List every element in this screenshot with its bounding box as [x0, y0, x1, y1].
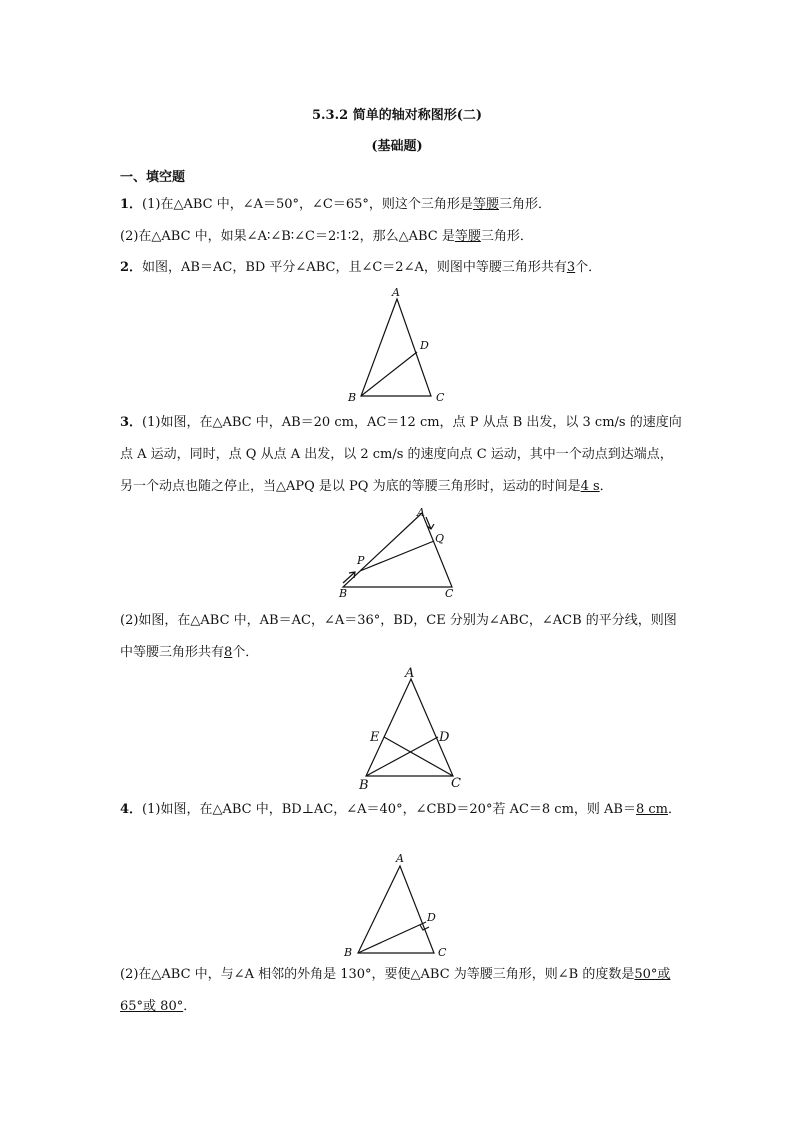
- q3-answer-2: 8: [224, 645, 233, 660]
- q1-part1-answer: 等腰: [472, 197, 499, 212]
- q3-line2: [120, 447, 676, 463]
- label-c: C: [451, 776, 461, 791]
- q1-part2-text: (2)在△ABC 中，如果∠A∶∠B∶∠C＝2∶1∶2，那么△ABC 是: [120, 229, 455, 244]
- triangle-abc: [358, 866, 434, 953]
- q1-part2-tail: 三角形．: [480, 229, 533, 244]
- triangle-abc: [366, 679, 453, 776]
- q3-tail-2: 个．: [232, 645, 259, 660]
- q4-part2-text: (2)在△ABC 中，与∠A 相邻的外角是 130°，要使△ABC 为等腰三角形，则∠B 的度数是: [120, 967, 635, 982]
- label-c: C: [438, 946, 447, 959]
- q3-line1: [120, 415, 682, 431]
- label-c: C: [445, 587, 454, 600]
- q3-text-3: 另一个动点也随之停止，当△APQ 是以 PQ 为底的等腰三角形时，运动的时间是: [120, 479, 581, 494]
- label-b: B: [359, 778, 369, 793]
- label-d: D: [420, 339, 429, 352]
- q3-figure-2: [350, 665, 490, 795]
- q3-number: 3．: [120, 415, 143, 430]
- triangle-abc: [343, 513, 452, 587]
- q2-answer: 3: [566, 260, 576, 275]
- label-a: A: [396, 852, 404, 865]
- q3-figure-1: [335, 505, 475, 600]
- q4-answer-2a: 50°或: [634, 967, 671, 982]
- q1-part2: [120, 229, 676, 245]
- q3-tail-1: ．: [599, 479, 613, 494]
- q3-part2-text-2: 中等腰三角形共有: [120, 645, 225, 660]
- label-b: B: [344, 946, 353, 959]
- label-a: A: [392, 286, 400, 299]
- q4-part2-line2: [120, 999, 676, 1015]
- q4-answer-1: 8 cm: [636, 802, 669, 817]
- label-e: E: [370, 730, 380, 745]
- q4-figure: [340, 850, 480, 965]
- q4-number: 4．: [120, 802, 143, 817]
- q1-number: 1．: [120, 197, 143, 212]
- label-d: D: [439, 730, 450, 745]
- q4-tail-1: ．: [668, 802, 682, 817]
- label-a: A: [417, 506, 425, 519]
- q3-text-2: 点 A 运动，同时，点 Q 从点 A 出发，以 2 cm/s 的速度向点 C 运动，其中一个动点到达端点，: [120, 447, 673, 462]
- q2-text-line: [120, 260, 676, 276]
- q3-text-1: (1)如图，在△ABC 中，AB＝20 cm，AC＝12 cm，点 P 从点 B 出发，以 3 cm/s 的速度向: [142, 415, 682, 430]
- q3-line3: [120, 479, 676, 495]
- q3-part2-line1: [120, 613, 676, 629]
- q1-part1: [120, 197, 676, 213]
- label-b: B: [339, 587, 348, 600]
- label-b: B: [348, 391, 357, 404]
- label-a: A: [405, 666, 415, 681]
- q2-figure: [340, 285, 480, 405]
- segment-pq: [360, 541, 434, 571]
- q1-part1-text: (1)在△ABC 中，∠A＝50°，∠C＝65°，则这个三角形是: [142, 197, 473, 212]
- page-subtitle: (基础题): [371, 139, 423, 154]
- segment-bd: [358, 922, 426, 953]
- q1-part1-tail: 三角形．: [498, 197, 551, 212]
- label-p: P: [357, 554, 365, 567]
- q3-part2-text-1: (2)如图，在△ABC 中，AB＝AC，∠A＝36°，BD，CE 分别为∠ABC，∠ACB 的平分线，则图: [120, 613, 677, 628]
- q2-text: 如图，AB＝AC，BD 平分∠ABC，且∠C＝2∠A，则图中等腰三角形共有: [142, 260, 567, 275]
- q4-answer-2b: 65°或 80°: [120, 999, 184, 1014]
- q4-part2-line1: [120, 967, 676, 983]
- q1-part2-answer: 等腰: [454, 229, 481, 244]
- label-q: Q: [435, 532, 445, 545]
- section-heading: 一、填空题: [120, 170, 186, 185]
- label-d: D: [427, 911, 436, 924]
- q3-answer-1: 4 s: [580, 479, 600, 494]
- q2-tail: 个．: [575, 260, 602, 275]
- page-title: 5.3.2 简单的轴对称图形(二): [311, 108, 483, 123]
- q2-number: 2．: [120, 260, 143, 275]
- q4-tail-2: ．: [183, 999, 197, 1014]
- q4-line1: [120, 802, 682, 818]
- q3-part2-line2: [120, 645, 676, 661]
- label-c: C: [436, 391, 445, 404]
- q4-text-1: (1)如图，在△ABC 中，BD⊥AC，∠A＝40°，∠CBD＝20°若 AC＝8 cm，则 AB＝: [142, 802, 636, 817]
